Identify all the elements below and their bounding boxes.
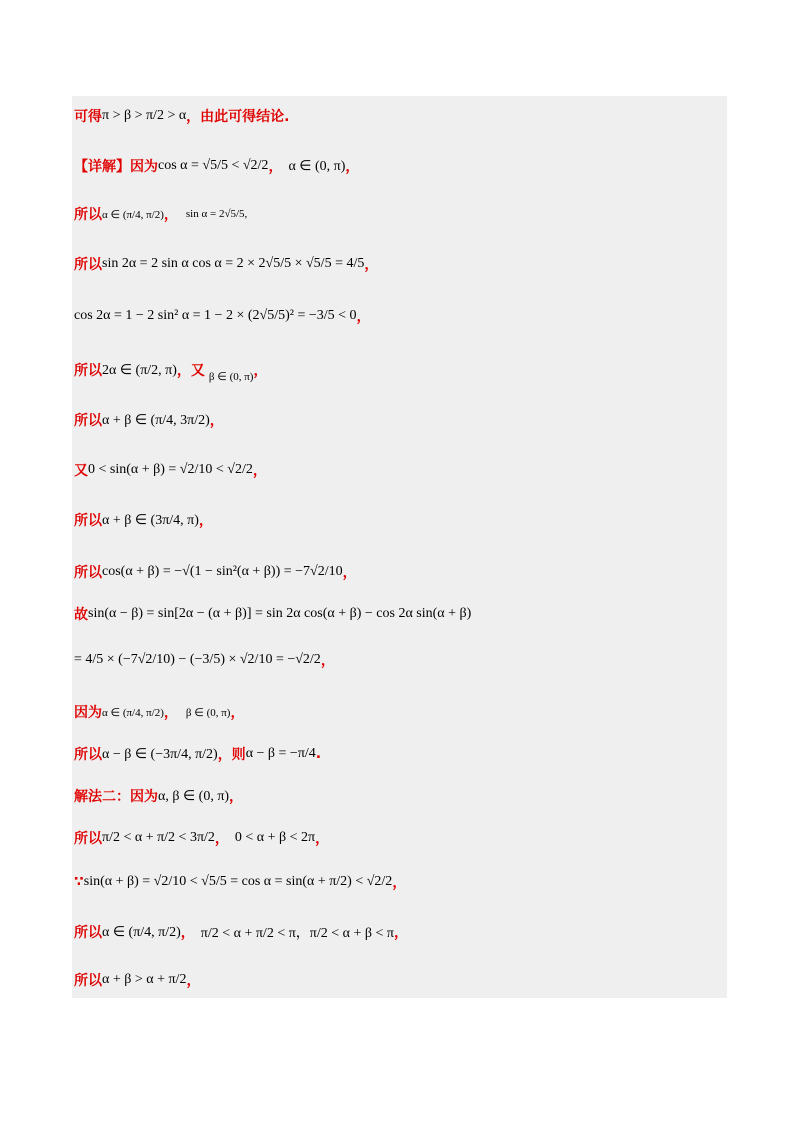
- math-expression-2: 0 < α + β < 2π: [234, 830, 316, 845]
- line-lead: 所以: [74, 413, 102, 429]
- solution-line-12: [74, 640, 335, 680]
- line-tail: ，: [342, 565, 357, 581]
- line-tail: ，: [252, 463, 267, 479]
- math-expression: α − β ∈ (−3π/4, π/2): [102, 746, 218, 762]
- solution-line-6: [74, 350, 267, 390]
- solution-line-7: [74, 400, 224, 440]
- math-expression: cos(α + β) = −√(1 − sin²(α + β)) = −7√2/10: [102, 564, 343, 579]
- solution-line-9: [74, 500, 213, 540]
- math-expression: α + β > α + π/2: [102, 972, 187, 987]
- line-lead: 所以: [74, 925, 102, 941]
- math-expression: sin(α + β) = √2/10 < √5/5 = cos α = sin(α + π/2) < √2/2: [83, 874, 393, 889]
- line-lead: 所以: [74, 257, 102, 273]
- math-expression-2: β ∈ (0, π): [208, 370, 254, 383]
- line-tail-2: ，: [345, 159, 360, 175]
- math-expression: π/2 < α + π/2 < 3π/2: [102, 830, 215, 845]
- math-expression-2: π/2 < α + π/2 < π，π/2 < α + β < π: [200, 926, 394, 941]
- math-expression: sin 2α = 2 sin α cos α = 2 × 2√5/5 × √5/5 = 4/5: [102, 256, 365, 271]
- solution-line-2: [74, 146, 359, 186]
- line-tail-2: ，: [253, 363, 268, 379]
- line-lead: 解法二：因为: [74, 789, 158, 805]
- solution-line-11: [74, 594, 471, 634]
- line-lead: 所以: [74, 565, 102, 581]
- solution-line-8: [74, 450, 267, 490]
- math-expression: sin(α − β) = sin[2α − (α + β)] = sin 2α cos(α + β) − cos 2α sin(α + β): [88, 606, 472, 621]
- line-lead: 所以: [74, 207, 102, 223]
- solution-line-3: [74, 194, 247, 234]
- math-expression: 2α ∈ (π/2, π): [102, 362, 177, 378]
- line-lead: 可得: [74, 109, 102, 125]
- solution-line-1: [74, 96, 290, 136]
- math-expression: 0 < sin(α + β) = √2/10 < √2/2: [88, 462, 253, 477]
- line-lead: 所以: [74, 747, 102, 763]
- math-expression: = 4/5 × (−7√2/10) − (−3/5) × √2/10 = −√2/2: [74, 652, 321, 667]
- line-tail-2: ，: [393, 925, 408, 941]
- math-expression: α, β ∈ (0, π): [158, 788, 230, 804]
- line-tail: ，: [364, 257, 379, 273]
- solution-line-16: [74, 818, 329, 858]
- solution-line-19: [74, 960, 200, 1000]
- line-lead: 【详解】因为: [74, 159, 158, 175]
- line-tail-2: ，: [315, 831, 330, 847]
- line-tail: ，: [392, 875, 407, 891]
- math-expression: π > β > π/2 > α: [102, 108, 187, 123]
- math-expression-2: α ∈ (0, π): [288, 158, 346, 174]
- math-expression-2: β ∈ (0, π): [185, 706, 231, 719]
- line-tail: ，: [163, 207, 178, 223]
- solution-line-17: [74, 862, 406, 902]
- line-tail: ，: [214, 831, 229, 847]
- solution-line-15: [74, 776, 243, 816]
- line-tail: ，: [163, 705, 178, 721]
- solution-line-4: [74, 244, 378, 284]
- math-expression: α + β ∈ (π/4, 3π/2): [102, 412, 210, 428]
- line-tail: ，: [320, 653, 335, 669]
- math-expression-2: sin α = 2√5/5,: [185, 208, 248, 220]
- line-tail-2: .: [315, 746, 322, 762]
- line-lead: 因为: [74, 705, 102, 721]
- solution-line-10: [74, 552, 357, 592]
- line-tail: ，又: [176, 363, 205, 379]
- solution-line-18: [74, 912, 408, 952]
- solution-line-5: [74, 296, 371, 336]
- line-tail: ，由此可得结论.: [186, 109, 290, 125]
- line-lead: 所以: [74, 973, 102, 989]
- line-tail: ，则: [217, 747, 246, 763]
- line-lead: 所以: [74, 831, 102, 847]
- line-tail-2: ，: [230, 705, 245, 721]
- solution-line-13: [74, 692, 244, 732]
- math-expression: α ∈ (π/4, π/2): [102, 924, 181, 940]
- line-tail: ，: [180, 925, 195, 941]
- line-lead: 故: [74, 607, 88, 623]
- line-lead: 所以: [74, 513, 102, 529]
- line-lead: ∵: [74, 874, 84, 890]
- line-tail: ，: [209, 413, 224, 429]
- line-tail: ，: [186, 973, 201, 989]
- line-tail: ，: [198, 513, 213, 529]
- solution-line-14: [74, 734, 321, 774]
- math-expression: α + β ∈ (3π/4, π): [102, 512, 199, 528]
- line-lead: 又: [74, 463, 88, 479]
- line-lead: 所以: [74, 363, 102, 379]
- math-expression: α ∈ (π/4, π/2): [102, 706, 164, 719]
- line-tail: ，: [268, 159, 283, 175]
- math-expression: cos 2α = 1 − 2 sin² α = 1 − 2 × (2√5/5)² = −3/5 < 0: [74, 308, 357, 323]
- math-expression: α ∈ (π/4, π/2): [102, 208, 164, 221]
- math-expression: cos α = √5/5 < √2/2: [158, 158, 269, 173]
- math-expression-2: α − β = −π/4: [245, 746, 316, 761]
- line-tail: ，: [229, 789, 244, 805]
- line-tail: ，: [356, 309, 371, 325]
